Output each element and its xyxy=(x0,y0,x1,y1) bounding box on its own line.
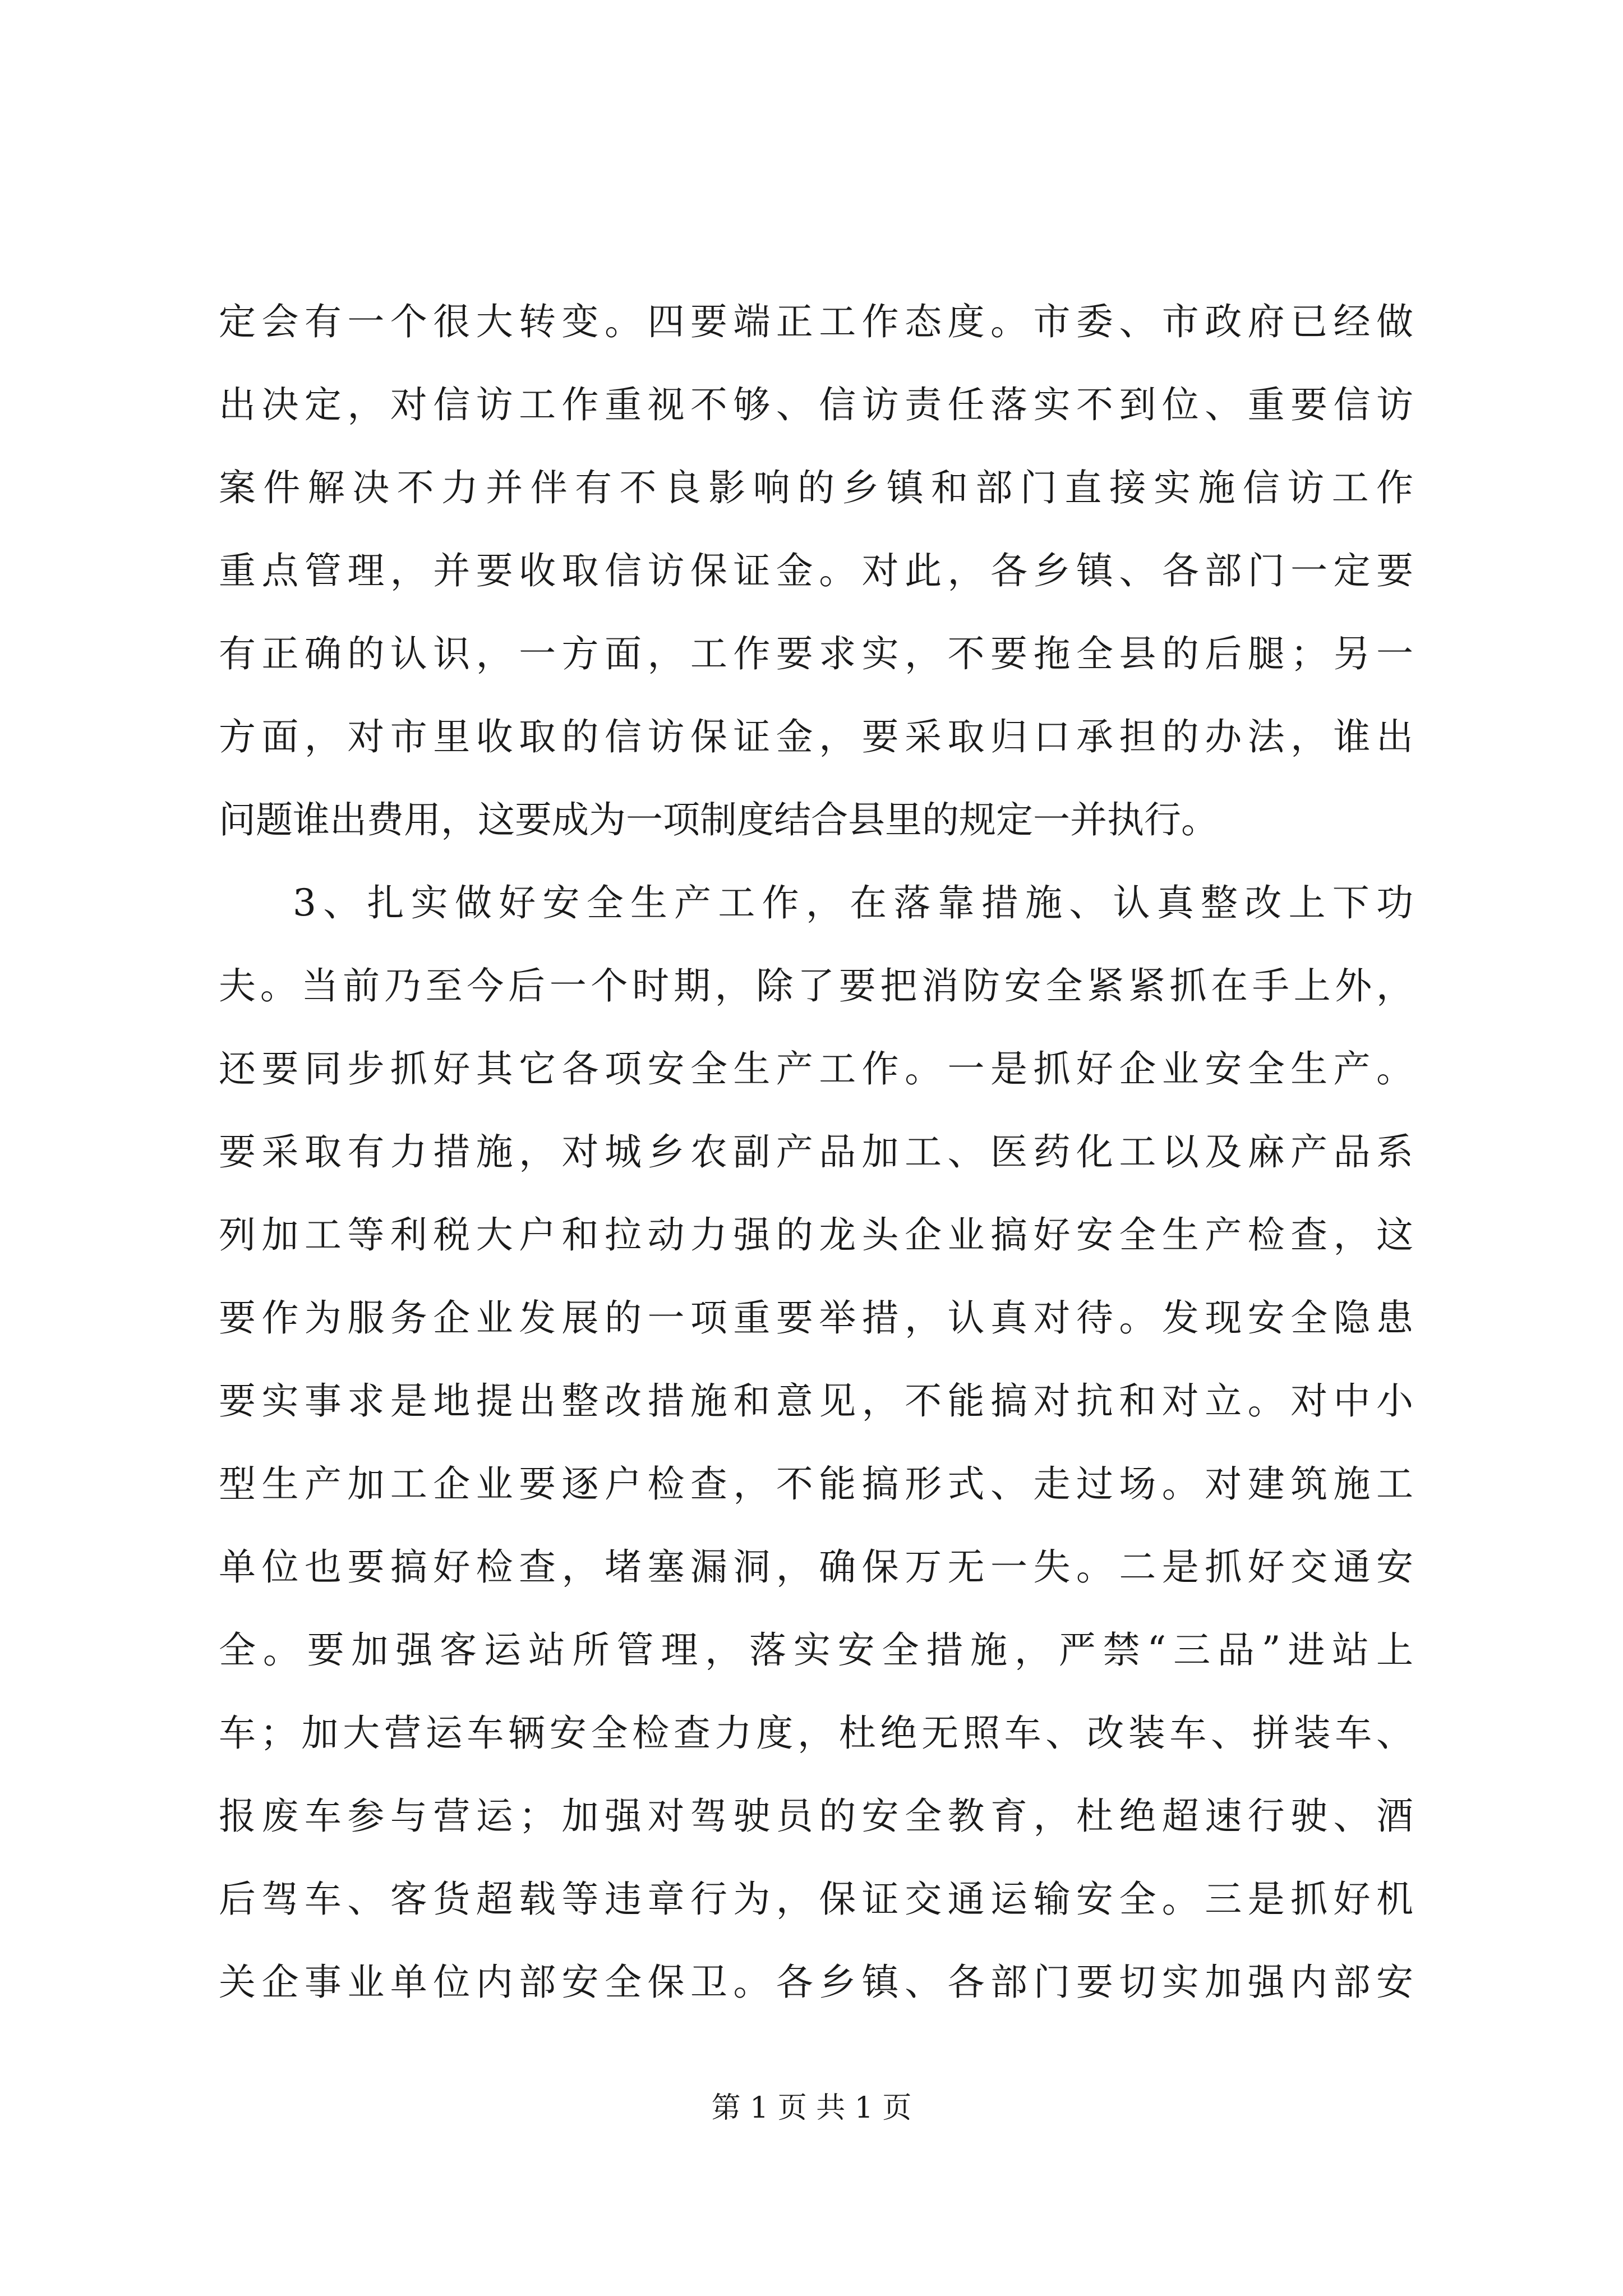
text-line: 夫。当前乃至今后一个时期，除了要把消防安全紧紧抓在手上外， xyxy=(219,964,1413,1007)
text-line: 型生产加工企业要逐户检查，不能搞形式、走过场。对建筑施工 xyxy=(219,1462,1413,1506)
text-line: 关企事业单位内部安全保卫。各乡镇、各部门要切实加强内部安 xyxy=(219,1961,1413,2004)
text-line: 报废车参与营运；加强对驾驶员的安全教育，杜绝超速行驶、酒 xyxy=(219,1795,1413,1838)
text-line: 重点管理，并要收取信访保证金。对此，各乡镇、各部门一定要 xyxy=(219,549,1413,592)
text-line: 车；加大营运车辆安全检查力度，杜绝无照车、改装车、拼装车、 xyxy=(219,1711,1413,1755)
text-line: 案件解决不力并伴有不良影响的乡镇和部门直接实施信访工作 xyxy=(219,466,1413,509)
text-line: 后驾车、客货超载等违章行为，保证交通运输安全。三是抓好机 xyxy=(219,1878,1413,1921)
page-footer: 第 1 页 共 1 页 xyxy=(711,2091,912,2125)
text-line-paragraph-start: 3、扎实做好安全生产工作，在落靠措施、认真整改上下功 xyxy=(293,881,1413,924)
text-line: 全。要加强客运站所管理，落实安全措施，严禁“三品”进站上 xyxy=(219,1628,1413,1672)
text-line: 单位也要搞好检查，堵塞漏洞，确保万无一失。二是抓好交通安 xyxy=(219,1545,1413,1589)
text-line: 问题谁出费用，这要成为一项制度结合县里的规定一并执行。 xyxy=(219,798,1218,841)
text-line: 要采取有力措施，对城乡农副产品加工、医药化工以及麻产品系 xyxy=(219,1130,1413,1174)
text-line: 还要同步抓好其它各项安全生产工作。一是抓好企业安全生产。 xyxy=(219,1047,1413,1091)
text-line: 出决定，对信访工作重视不够、信访责任落实不到位、重要信访 xyxy=(219,383,1413,426)
body-text xyxy=(219,280,1413,2024)
text-line: 要作为服务企业发展的一项重要举措，认真对待。发现安全隐患 xyxy=(219,1296,1413,1340)
text-line: 列加工等利税大户和拉动力强的龙头企业搞好安全生产检查，这 xyxy=(219,1213,1413,1257)
text-line: 有正确的认识，一方面，工作要求实，不要拖全县的后腿；另一 xyxy=(219,632,1413,675)
text-line: 定会有一个很大转变。四要端正工作态度。市委、市政府已经做 xyxy=(219,300,1413,343)
text-line: 要实事求是地提出整改措施和意见，不能搞对抗和对立。对中小 xyxy=(219,1379,1413,1423)
text-line: 方面，对市里收取的信访保证金，要采取归口承担的办法，谁出 xyxy=(219,715,1413,758)
